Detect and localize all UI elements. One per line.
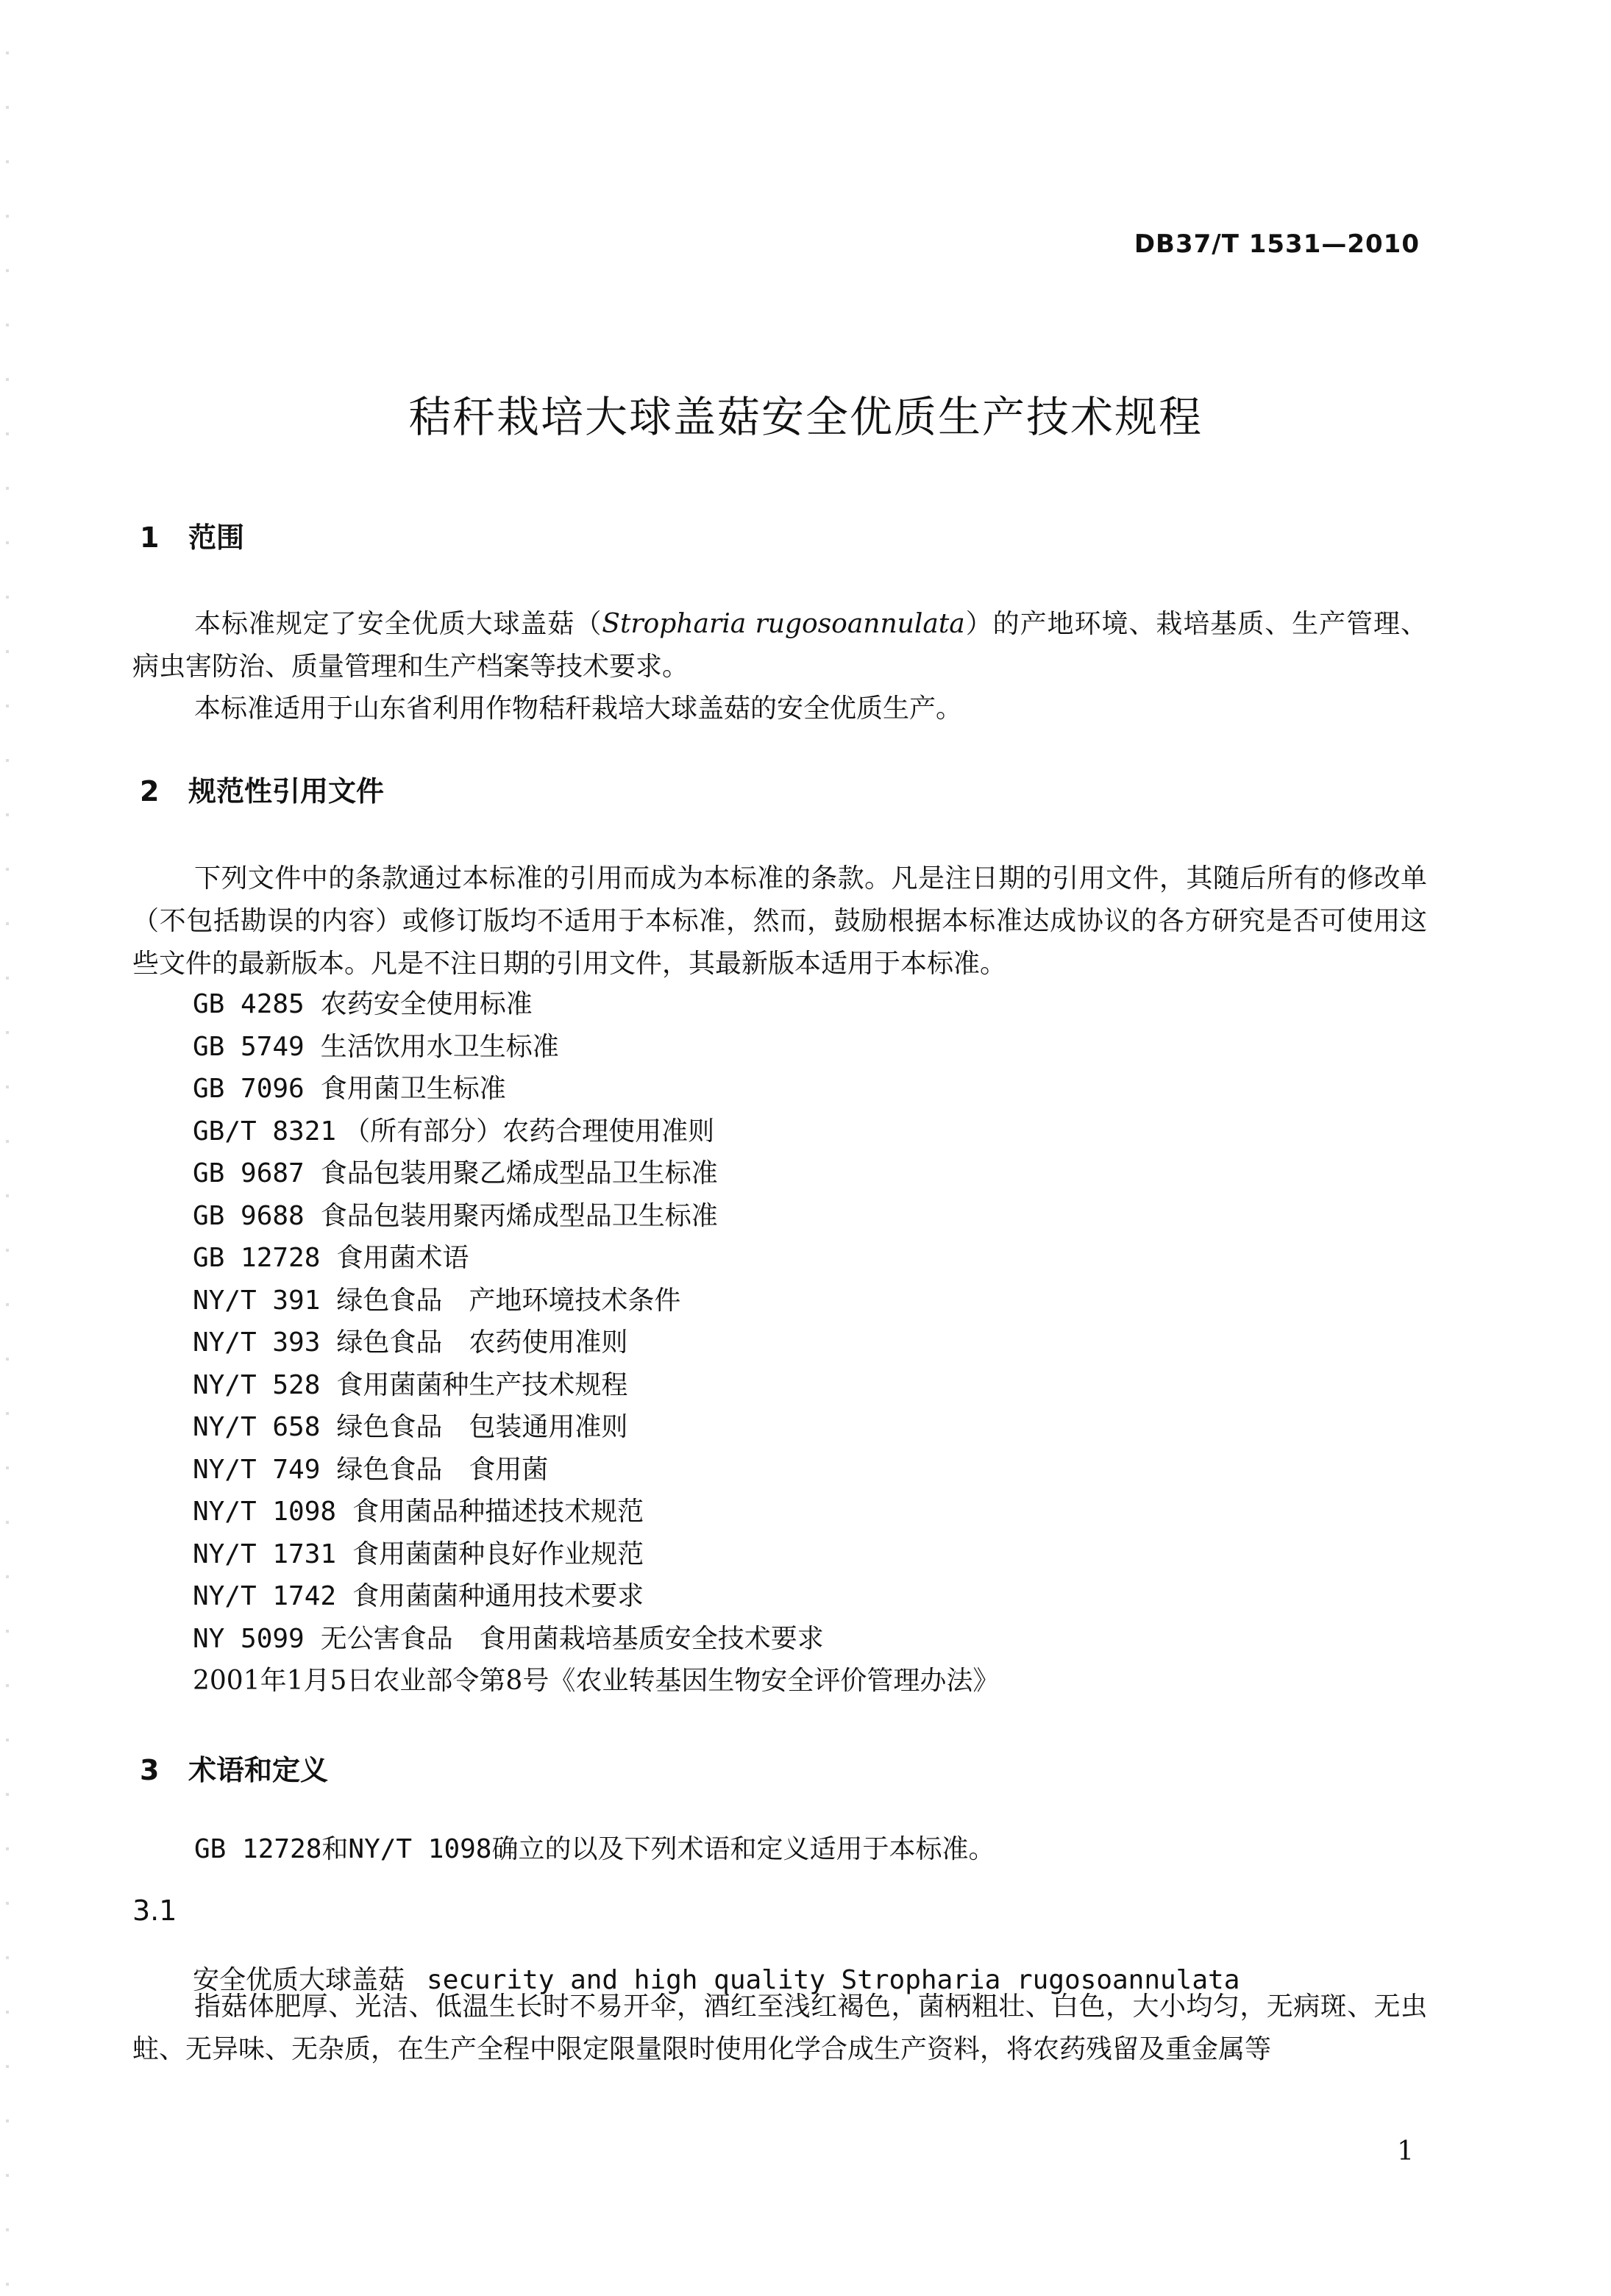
reference-name: 食用菌菌种良好作业规范: [352, 1539, 644, 1569]
term-definition: 指菇体肥厚、光洁、低温生长时不易开伞，酒红至浅红褐色，菌柄粗壮、白色，大小均匀，无病斑、无虫蛀、无异味、无杂质，在生产全程中限定限量限时使用化学合成生产资料，将农药残留及重金属等: [132, 1992, 1427, 2064]
species-latin-name: Stropharia rugosoannulata: [602, 609, 965, 639]
section-2-number: 2: [140, 775, 160, 807]
reference-item: [193, 1068, 999, 1110]
reference-name: 食用菌品种描述技术规范: [352, 1497, 644, 1527]
intro-ref-code-1: GB 12728: [194, 1834, 322, 1864]
reference-name: 无公害食品 食用菌栽培基质安全技术要求: [320, 1623, 824, 1654]
reference-name: 绿色食品 农药使用准则: [336, 1327, 628, 1358]
reference-name: 生活饮用水卫生标准: [320, 1031, 559, 1062]
reference-code: GB 7096: [193, 1074, 305, 1104]
reference-item: [193, 1618, 999, 1661]
page-number: 1: [1397, 2136, 1414, 2167]
reference-item: [193, 1575, 999, 1618]
reference-code: NY/T 391: [193, 1285, 321, 1316]
intro-conjunction: 和: [321, 1834, 349, 1864]
term-chinese: 安全优质大球盖菇: [193, 1965, 405, 1995]
reference-code: GB 9687: [193, 1158, 305, 1188]
section-1-p1-text-b: ）的产地环境、栽培基质、生产管理、病虫害防治、质量管理和生产档案等技术要求。: [132, 609, 1427, 682]
reference-item: [193, 1110, 999, 1153]
section-1-title: 范围: [188, 521, 245, 554]
reference-item: [193, 1026, 999, 1069]
reference-name: 食用菌菌种生产技术规程: [336, 1369, 628, 1400]
section-1-paragraph-2: 本标准适用于山东省利用作物秸秆栽培大球盖菇的安全优质生产。: [194, 694, 963, 724]
section-3-intro: [194, 1828, 995, 1866]
term-english: security and high quality Stropharia rugosoannulata: [427, 1965, 1240, 1995]
reference-item: [193, 1152, 999, 1195]
reference-code: GB 5749: [193, 1031, 305, 1062]
reference-name: 绿色食品 食用菌: [336, 1454, 549, 1485]
reference-name: （所有部分）农药合理使用准则: [344, 1116, 715, 1147]
subsection-3-1-number: 3.1: [132, 1894, 177, 1927]
reference-code: NY/T 1742: [193, 1581, 337, 1611]
reference-item: [193, 1364, 999, 1407]
reference-item: [193, 1449, 999, 1491]
reference-item: [193, 1660, 999, 1703]
reference-name: 绿色食品 包装通用准则: [336, 1412, 628, 1442]
reference-code: GB/T 8321: [193, 1116, 337, 1147]
reference-code: NY/T 749: [193, 1454, 321, 1485]
section-2-title: 规范性引用文件: [188, 775, 385, 807]
reference-item: [193, 1322, 999, 1364]
reference-code: NY/T 1098: [193, 1497, 337, 1527]
scan-edge-marks: [6, 0, 9, 2296]
section-1-paragraph-1: [132, 603, 1427, 688]
reference-item: [193, 983, 999, 1026]
reference-item: [193, 1280, 999, 1322]
reference-item: [193, 1195, 999, 1238]
document-title: 秸秆栽培大球盖菇安全优质生产技术规程: [408, 392, 1203, 442]
reference-item: [193, 1533, 999, 1576]
reference-name: 绿色食品 产地环境技术条件: [336, 1285, 681, 1316]
reference-code: NY/T 658: [193, 1412, 321, 1442]
reference-item: [193, 1491, 999, 1533]
section-1-heading: [140, 515, 244, 555]
section-1-number: 1: [140, 521, 160, 554]
reference-name: 食用菌菌种通用技术要求: [352, 1581, 644, 1611]
reference-list: [193, 983, 999, 1703]
section-2-intro: 下列文件中的条款通过本标准的引用而成为本标准的条款。凡是注日期的引用文件，其随后所有的修改单（不包括勘误的内容）或修订版均不适用于本标准，然而，鼓励根据本标准达成协议的各方研究是否可使用这些文件的最新版本。凡是不注日期的引用文件，其最新版本适用于本标准。: [132, 863, 1427, 979]
section-1-p1-text-a: 本标准规定了安全优质大球盖菇（: [194, 609, 602, 639]
section-2-heading: [140, 769, 384, 809]
section-3-heading: [140, 1747, 328, 1788]
reference-name: 农药安全使用标准: [320, 989, 533, 1019]
reference-code: NY/T 1731: [193, 1539, 337, 1569]
reference-item: [193, 1406, 999, 1449]
reference-code: NY/T 528: [193, 1369, 321, 1400]
reference-code: NY/T 393: [193, 1327, 321, 1358]
reference-code: GB 9688: [193, 1200, 305, 1231]
intro-text: 确立的以及下列术语和定义适用于本标准。: [491, 1834, 995, 1864]
reference-name: 食品包装用聚丙烯成型品卫生标准: [320, 1200, 718, 1231]
reference-code: GB 12728: [193, 1243, 321, 1273]
reference-item: [193, 1237, 999, 1280]
reference-name: 食用菌卫生标准: [320, 1074, 506, 1104]
reference-name: 2001年1月5日农业部令第8号《农业转基因生物安全评价管理办法》: [193, 1666, 1000, 1696]
section-3-number: 3: [140, 1754, 160, 1786]
reference-name: 食用菌术语: [336, 1243, 469, 1273]
reference-name: 食品包装用聚乙烯成型品卫生标准: [320, 1158, 718, 1188]
intro-ref-code-2: NY/T 1098: [348, 1834, 492, 1864]
standard-code: DB37/T 1531—2010: [1134, 229, 1420, 259]
reference-code: NY 5099: [193, 1623, 305, 1654]
section-3-title: 术语和定义: [188, 1754, 329, 1786]
reference-code: GB 4285: [193, 989, 305, 1019]
